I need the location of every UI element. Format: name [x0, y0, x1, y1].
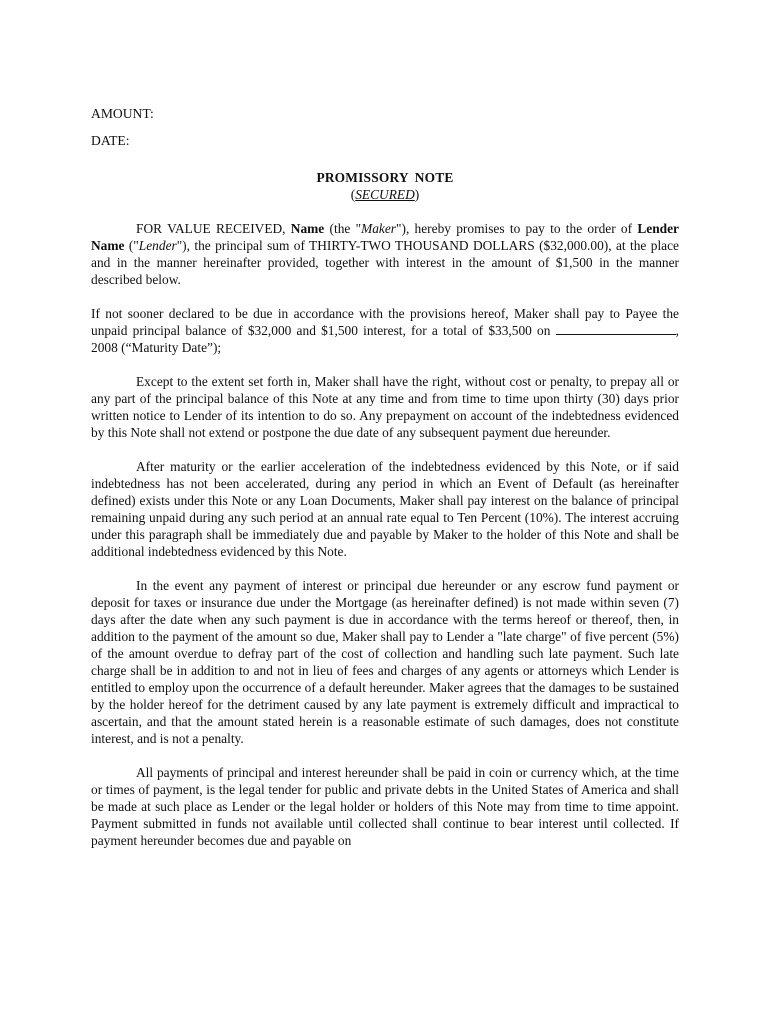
p2-text-b: , 2008 (“Maturity Date”);: [91, 323, 679, 355]
p1-maker-term: Maker: [361, 221, 397, 236]
p1-text-c: "), hereby promises to pay to the order of: [396, 221, 638, 236]
p1-maker-name: Name: [290, 221, 325, 236]
paragraph-payments: All payments of principal and interest hereunder shall be paid in coin or currency which, at the time or times of payment, is the legal tender for public and private debts in the United States of America and shall be made at such place as Lender or the legal holder or holders of this Note may from time to time appoint. Payment submitted in funds not available until collected shall continue to bear interest until collected. If payment hereunder becomes due and payable on: [91, 765, 679, 848]
p1-text-d: (": [124, 238, 139, 253]
p1-text-a: FOR VALUE RECEIVED,: [136, 221, 291, 236]
p1-lender-name: Lender Name: [91, 221, 679, 253]
subtitle-open-paren: (: [350, 187, 356, 202]
document-title: PROMISSORY NOTE: [316, 170, 454, 185]
p2-text-a: If not sooner declared to be due in accordance with the provisions hereof, Maker shall pay to Payee the unpaid principal balance of $32,000 and $1,500 interest, for a total of $33,500 on: [91, 306, 679, 338]
document-page: [91, 105, 679, 849]
p1-text-b: (the ": [324, 221, 362, 236]
paragraph-maturity: [91, 305, 679, 356]
document-subtitle: [91, 186, 679, 203]
date-label: DATE:: [91, 133, 130, 148]
paragraph-value-received: [91, 220, 679, 288]
paragraph-late-charge: In the event any payment of interest or principal due hereunder or any escrow fund payment or deposit for taxes or insurance due under the Mortgage (as hereinafter defined) is not made within seven (7) days after the date when any such payment is due in accordance with the terms hereof or thereof, then, in addition to the payment of the amount so due, Maker shall pay to Lender a "late charge" of five percent (5%) of the amount overdue to defray part of the cost of collection and handling such late payment. Such late charge shall be in addition to and not in lieu of fees and charges of any agents or attorneys which Lender is entitled to employ upon the occurrence of a default hereunder. Maker agrees that the damages to be sustained by the holder hereof for the detriment caused by any late payment is extremely difficult and impractical to ascertain, and that the amount stated herein is a reasonable estimate of such damages, does not constitute interest, and is not a penalty.: [91, 578, 679, 746]
paragraph-default-interest: After maturity or the earlier acceleration of the indebtedness evidenced by this Note, or if said indebtedness has not been accelerated, during any period in which an Event of Default (as hereinafter defined) exists under this Note or any Loan Documents, Maker shall pay interest on the balance of principal remaining unpaid during any such period at an annual rate equal to Ten Percent (10%). The interest accruing under this paragraph shall be immediately due and payable by Maker to the holder of this Note and shall be additional indebtedness evidenced by this Note.: [91, 459, 679, 559]
subtitle-secured: SECURED: [355, 187, 415, 202]
amount-label: AMOUNT:: [91, 106, 154, 121]
subtitle-close-paren: ): [414, 187, 420, 202]
maturity-date-blank: [556, 322, 676, 335]
paragraph-prepayment: Except to the extent set forth in, Maker shall have the right, without cost or penalty, to prepay all or any part of the principal balance of this Note at any time and from time to time upon thirty (30) days prior written notice to Lender of its intention to do so. Any prepayment on account of the indebtedness evidenced by this Note shall not extend or postpone the due date of any subsequent payment due hereunder.: [91, 374, 679, 440]
p1-text-e: "), the principal sum of THIRTY-TWO THOUSAND DOLLARS ($32,000.00), at the place and in the manner hereinafter provided, together with interest in the amount of $1,500 in the manner described below.: [91, 238, 679, 287]
title-block: [91, 169, 679, 203]
p1-lender-term: Lender: [138, 238, 177, 253]
